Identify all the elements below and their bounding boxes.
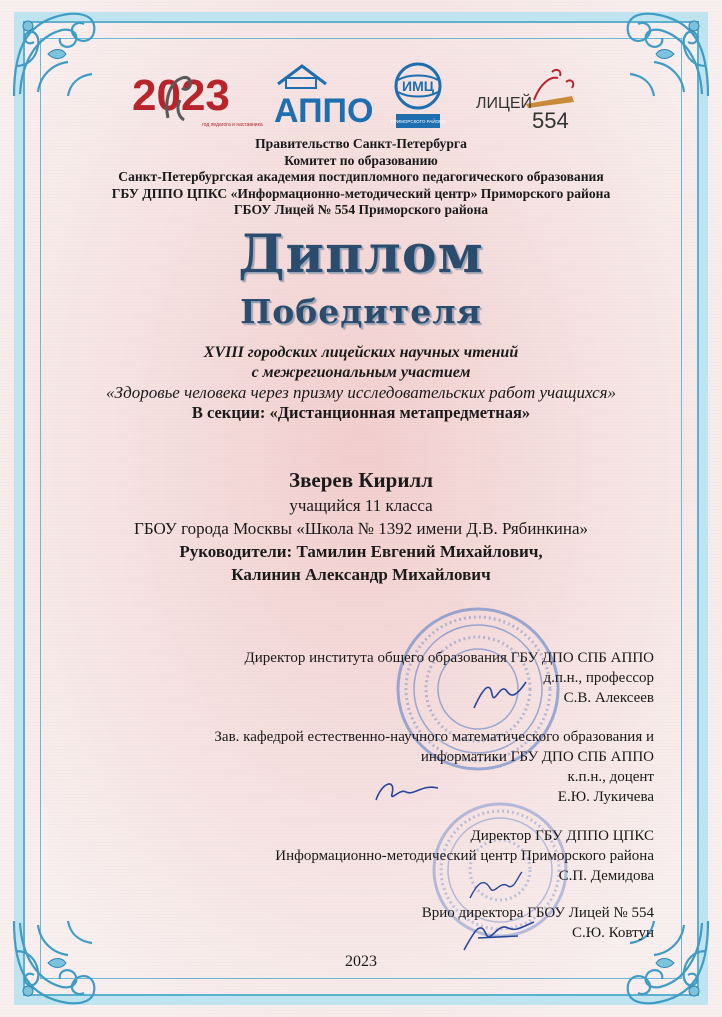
imc-logo-caption: ПРИМОРСКОГО РАЙОНА [390,119,446,124]
signature-line: Информационно-методический центр Приморского района [275,848,654,864]
corner-ornament-icon [618,6,714,102]
signature-line: С.П. Демидова [558,868,654,884]
signature-line: д.п.н., профессор [543,670,654,686]
appo-logo [272,60,372,132]
lyceum-logo-number: 554 [532,108,569,133]
event-section: В секции: «Дистанционная метапредметная» [191,403,531,422]
event-line: с межрегиональным участием [251,364,471,381]
year-of-teacher-logo [130,60,263,132]
issuing-organizations [60,136,662,219]
signature-block-lyceum-director [422,903,654,943]
recipient-school: ГБОУ города Москвы «Школа № 1392 имени Д.В. Рябинкина» [133,519,589,538]
header-line: Санкт-Петербургская академия постдипломного педагогического образования [118,169,604,184]
imc-logo-text: ИМЦ [402,78,434,94]
appo-logo-text: АППО [274,92,374,130]
header-line: ГБОУ Лицей № 554 Приморского района [233,202,489,217]
recipient-block [50,466,672,586]
lyceum-logo-text: ЛИЦЕЙ [476,95,533,112]
title-diploma: Диплом [238,224,484,285]
header-line: Комитет по образованию [284,152,438,168]
signature-line: С.Ю. Ковтун [571,925,654,941]
event-line: XVIII городских лицейских научных чтений [203,344,519,361]
signature-block-department-head [214,727,654,807]
logos-row [130,60,590,132]
recipient-grade: учащийся 11 класса [289,496,433,515]
signature-line: Директор института общего образования ГБУ ДПО СПБ АППО [244,650,654,666]
event-description [50,343,672,423]
year-logo-digits: 2023 [132,71,230,120]
title-winner: Победителя [240,292,482,331]
supervisors-line: Калинин Александр Михайлович [231,565,491,584]
imc-logo [386,60,456,132]
signature-block-institute-director [245,648,654,708]
diploma-title [0,222,722,332]
recipient-name: Зверев Кирилл [288,468,433,492]
signature-line: Е.Ю. Лукичева [557,789,654,805]
corner-ornament-icon [8,6,104,102]
signature-block-center-director [275,826,654,886]
signature-line: к.п.н., доцент [567,769,654,785]
year-logo-caption: год педагога и наставника [202,122,263,128]
header-line: Правительство Санкт-Петербурга [255,136,467,151]
signature-line: информатики ГБУ ДПО СПБ АППО [420,749,654,765]
signature-line: Зав. кафедрой естественно-научного математического образования и [214,729,654,745]
lyceum-554-logo [474,60,584,132]
signature-line: Врио директора ГБОУ Лицей № 554 [421,905,654,921]
header-line: ГБУ ДППО ЦПКС «Информационно-методический центр» Приморского района [111,185,611,201]
signature-line: С.В. Алексеев [563,690,654,706]
supervisors-line: Руководители: Тамилин Евгений Михайлович, [179,542,543,561]
signature-line: Директор ГБУ ДППО ЦПКС [470,828,654,844]
event-theme: «Здоровье человека через призму исследовательских работ учащихся» [105,383,617,402]
issue-year: 2023 [345,953,377,970]
